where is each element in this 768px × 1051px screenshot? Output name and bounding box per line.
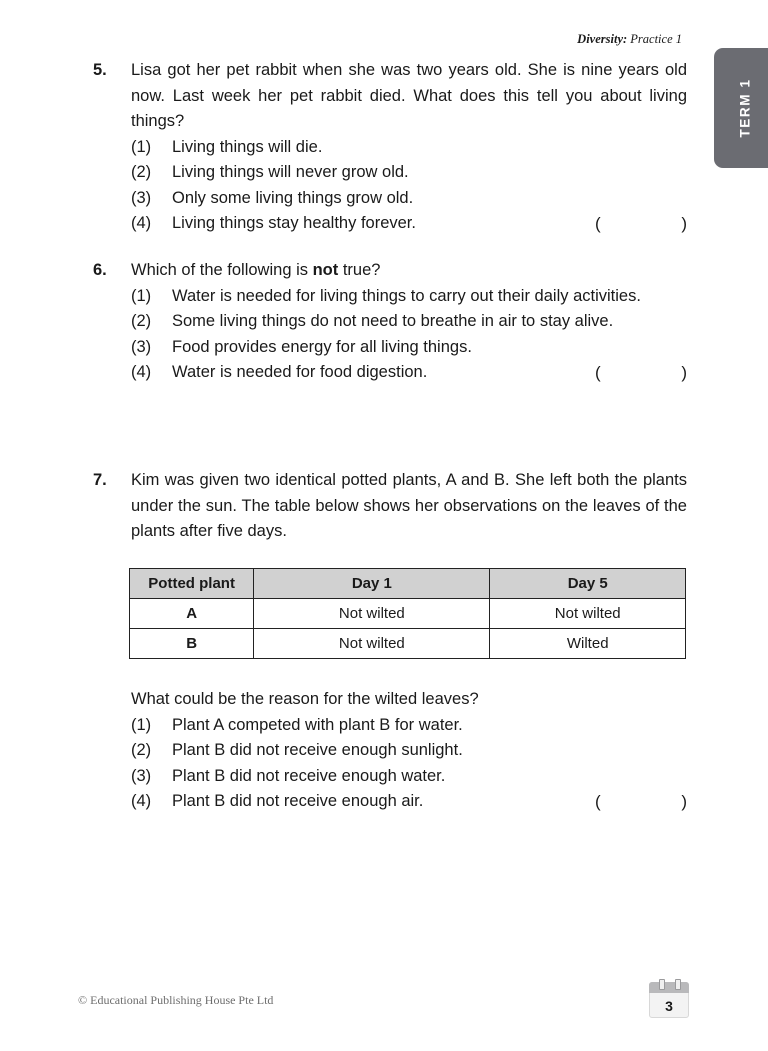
calendar-ring-right-icon (675, 979, 681, 990)
question-6-stem-prefix: Which of the following is (131, 261, 313, 279)
question-7-number: 7. (93, 471, 107, 489)
option-marker: (1) (131, 715, 152, 734)
answer-bracket-close: ) (681, 363, 687, 382)
option-text: Living things stay healthy forever. (172, 214, 416, 232)
option-text: Living things will die. (172, 137, 323, 156)
answer-bracket-open: ( (595, 792, 601, 811)
question-6 (93, 258, 687, 386)
table-cell: B (130, 629, 254, 659)
answer-bracket-open: ( (595, 363, 601, 382)
table-header-cell: Day 5 (490, 569, 686, 599)
question-5 (93, 58, 687, 237)
option-text: Plant B did not receive enough air. (172, 792, 424, 810)
question-6-head (93, 258, 687, 284)
question-7-subquestion (131, 687, 687, 815)
option-text: Only some living things grow old. (172, 188, 414, 207)
table-body (130, 599, 686, 659)
option-marker: (2) (131, 163, 152, 181)
table-cell: A (130, 599, 254, 629)
calendar-icon-header (649, 982, 689, 993)
option-item[interactable] (131, 284, 687, 310)
option-item[interactable] (131, 186, 687, 212)
term-tab-label: TERM 1 (737, 78, 753, 138)
running-head-subject: Diversity: (577, 32, 628, 46)
answer-bracket-close: ) (681, 792, 687, 811)
page-number-badge (649, 982, 689, 1018)
answer-bracket[interactable] (595, 789, 687, 815)
question-5-stem: Lisa got her pet rabbit when she was two years old. She is nine years old now. Last week her pet rabbit died. What does this tell you about living things? (131, 61, 687, 130)
page-number: 3 (665, 997, 673, 1014)
question-6-stem-suffix: true? (338, 261, 381, 279)
option-text: Food provides energy for all living things. (172, 337, 472, 356)
question-7-options (131, 713, 687, 815)
option-item[interactable] (131, 713, 687, 739)
table-header-cell: Day 1 (254, 569, 490, 599)
option-text: Plant A competed with plant B for water. (172, 715, 463, 734)
running-head-practice: Practice 1 (630, 32, 682, 46)
option-marker: (4) (131, 214, 152, 232)
option-marker: (3) (131, 337, 152, 356)
option-marker: (2) (131, 312, 152, 330)
option-item[interactable] (131, 160, 687, 186)
question-5-options (131, 135, 687, 237)
answer-bracket-close: ) (681, 214, 687, 233)
option-text: Plant B did not receive enough sunlight. (172, 741, 463, 759)
option-text: Some living things do not need to breathe in air to stay alive. (172, 312, 614, 330)
table-row (130, 629, 686, 659)
answer-bracket[interactable] (595, 360, 687, 386)
answer-bracket[interactable] (595, 211, 687, 237)
option-text: Living things will never grow old. (172, 163, 409, 181)
option-marker: (3) (131, 188, 152, 207)
option-item[interactable] (131, 135, 687, 161)
option-item[interactable] (131, 738, 687, 764)
option-marker: (4) (131, 363, 152, 381)
table-row (130, 599, 686, 629)
option-marker: (1) (131, 286, 152, 305)
table-cell: Not wilted (254, 629, 490, 659)
option-marker: (3) (131, 766, 152, 785)
question-5-number: 5. (93, 61, 107, 79)
option-item[interactable] (131, 360, 687, 386)
question-5-head (93, 58, 687, 135)
question-6-options (131, 284, 687, 386)
option-marker: (1) (131, 137, 152, 156)
option-text: Plant B did not receive enough water. (172, 766, 446, 785)
table-cell: Not wilted (490, 599, 686, 629)
option-item[interactable] (131, 789, 687, 815)
table-head (130, 569, 686, 599)
option-item[interactable] (131, 211, 687, 237)
calendar-ring-left-icon (659, 979, 665, 990)
question-6-stem (131, 258, 687, 284)
observations-table (129, 568, 686, 659)
question-6-stem-emphasis: not (312, 261, 339, 279)
option-item[interactable] (131, 335, 687, 361)
term-tab (714, 48, 768, 168)
table-cell: Not wilted (254, 599, 490, 629)
table-header-row (130, 569, 686, 599)
table-cell: Wilted (490, 629, 686, 659)
answer-bracket-open: ( (595, 214, 601, 233)
option-marker: (2) (131, 741, 152, 759)
option-item[interactable] (131, 309, 687, 335)
footer-copyright: © Educational Publishing House Pte Ltd (78, 993, 274, 1007)
question-7-sub-prompt: What could be the reason for the wilted leaves? (131, 690, 479, 708)
option-marker: (4) (131, 792, 152, 810)
table-header-cell: Potted plant (130, 569, 254, 599)
question-7-head (93, 468, 687, 545)
question-7 (93, 468, 687, 545)
question-6-number: 6. (93, 261, 107, 279)
option-text: Water is needed for living things to carry out their daily activities. (172, 286, 641, 305)
option-text: Water is needed for food digestion. (172, 363, 428, 381)
question-7-stem: Kim was given two identical potted plants, A and B. She left both the plants under the sun. The table below shows her observations on the leaves of the plants after five days. (131, 471, 687, 540)
running-head (577, 32, 682, 47)
option-item[interactable] (131, 764, 687, 790)
